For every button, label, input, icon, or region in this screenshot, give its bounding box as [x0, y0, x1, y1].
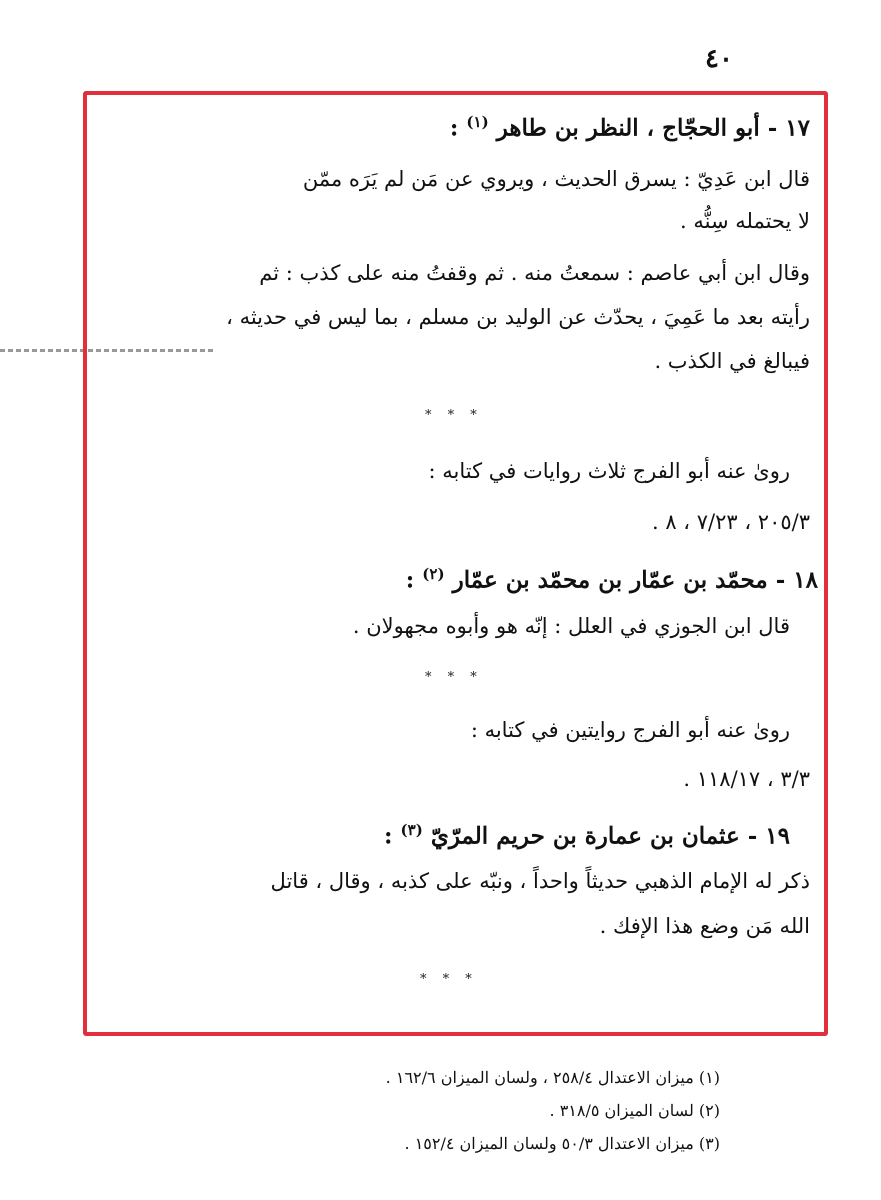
entry-18-stars: * * * — [425, 670, 483, 685]
entry-18-heading-end: : — [405, 566, 415, 594]
footnote-2: (٢) لسان الميزان ٣١٨/٥ . — [549, 1101, 720, 1120]
entry-17-line-5: فيبالغ في الكذب . — [654, 349, 810, 373]
entry-19-stars: * * * — [420, 972, 478, 987]
entry-19-heading-end: : — [384, 822, 393, 850]
entry-19-heading — [384, 815, 790, 852]
footnote-3: (٣) ميزان الاعتدال ٥٠/٣ ولسان الميزان ١٥٢/٤ . — [404, 1134, 720, 1153]
entry-19-line-1: ذكر له الإمام الذهبي حديثاً واحداً ، ونبّه على كذبه ، وقال ، قاتل — [270, 869, 810, 893]
entry-17-note-ref: (١) — [466, 113, 489, 131]
entry-18-narrations-refs: ٣/٣ ، ١١٨/١٧ . — [683, 767, 810, 791]
entry-17-title: ١٧ - أبو الحجّاج ، النظر بن طاهر — [496, 114, 810, 142]
entry-17-line-2: لا يحتمله سِنُّه . — [680, 209, 810, 233]
entry-17-narrations-refs: ٢٠٥/٣ ، ٧/٢٣ ، ٨ . — [651, 510, 810, 534]
entry-17-heading-end: : — [449, 114, 459, 142]
entry-17-line-3: وقال ابن أبي عاصم : سمعتُ منه . ثم وقفتُ منه على كذب : ثم — [259, 261, 810, 285]
entry-18-note-ref: (٢) — [422, 565, 445, 583]
footnote-1: (١) ميزان الاعتدال ٢٥٨/٤ ، ولسان الميزان ١٦٢/٦ . — [385, 1068, 720, 1087]
entry-17-line-4: رأيته بعد ما عَمِيَ ، يحدّث عن الوليد بن مسلم ، بما ليس في حديثه ، — [226, 305, 810, 329]
entry-18-line-1: قال ابن الجوزي في العلل : إنّه هو وأبوه مجهولان . — [352, 614, 790, 638]
entry-18-title: ١٨ - محمّد بن عمّار بن محمّد بن عمّار — [452, 566, 818, 594]
entry-17-line-1: قال ابن عَدِيّ : يسرق الحديث ، ويروي عن مَن لم يَرَه ممّن — [302, 167, 810, 191]
page-number: ٤٠ — [705, 44, 733, 74]
entry-18-heading — [406, 559, 818, 596]
entry-19-title: ١٩ - عثمان بن عمارة بن حريم المرّيّ — [430, 822, 790, 850]
entry-17-stars: * * * — [425, 408, 483, 423]
entry-17-narrations-intro: روىٰ عنه أبو الفرج ثلاث روايات في كتابه : — [428, 459, 790, 483]
entry-19-note-ref: (٣) — [400, 821, 423, 839]
entry-17-heading — [450, 107, 810, 144]
entry-19-line-2: الله مَن وضع هذا الإفك . — [599, 914, 810, 938]
entry-18-narrations-intro: روىٰ عنه أبو الفرج روايتين في كتابه : — [470, 718, 790, 742]
